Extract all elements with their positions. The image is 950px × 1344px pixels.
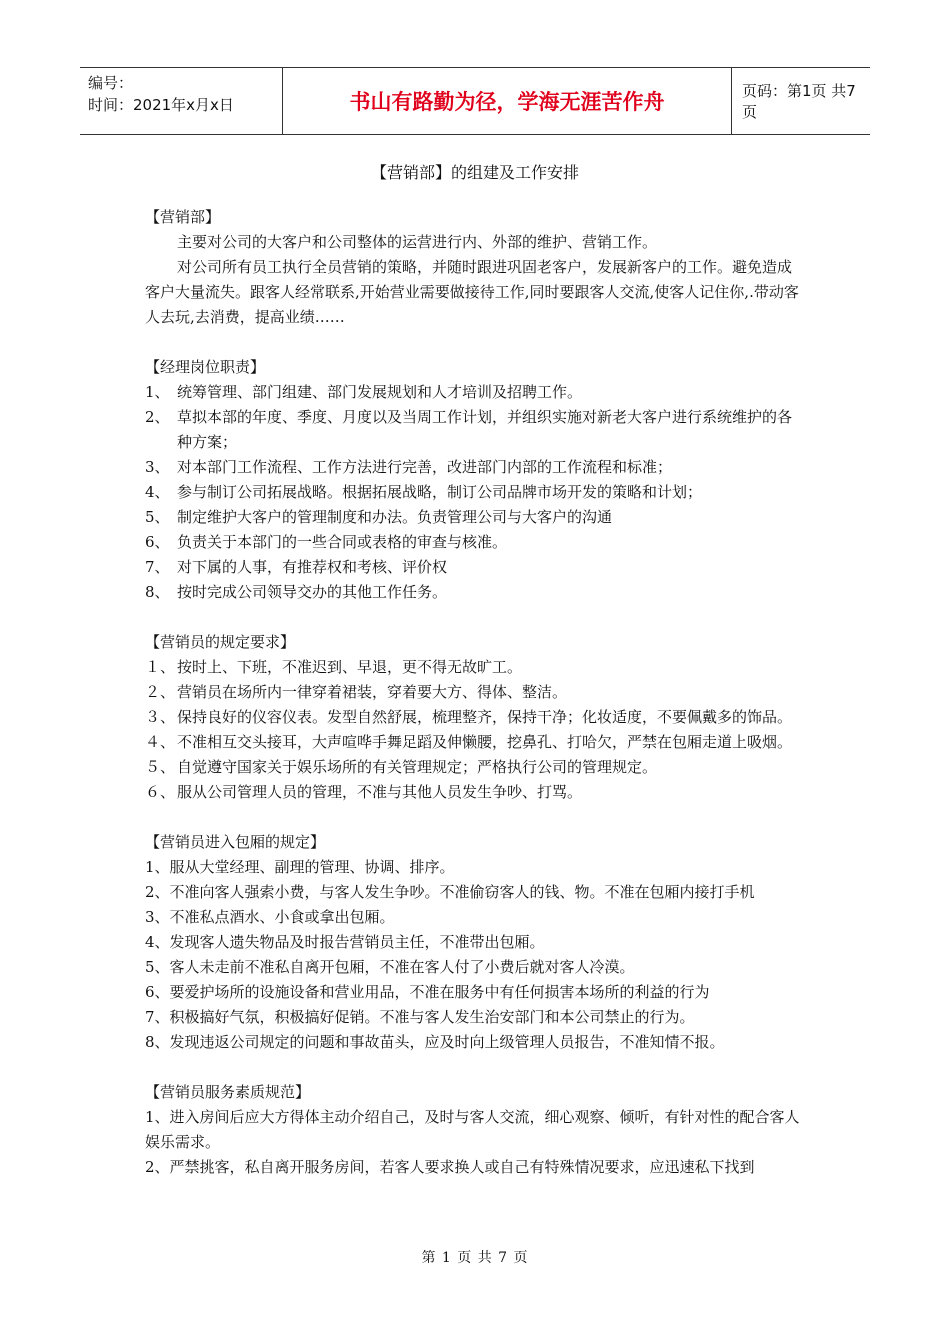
list-item: 6、要爱护场所的设施设备和营业用品，不准在服务中有任何损害本场所的利益的行为: [145, 983, 710, 1001]
list-item: [145, 530, 805, 555]
item-number: ６、: [145, 783, 176, 801]
list-item: [145, 580, 805, 605]
list-item: [145, 680, 805, 705]
item-number: ５、: [145, 758, 176, 776]
item-text: 对本部门工作流程、工作方法进行完善，改进部门内部的工作流程和标准；: [177, 458, 673, 476]
header-motto: 书山有路勤为径，学海无涯苦作舟: [282, 68, 732, 134]
item-text: 按时完成公司领导交办的其他工作任务。: [177, 583, 448, 601]
list-item: [145, 480, 805, 505]
section-manager: [145, 355, 805, 605]
item-number: 8、: [145, 583, 170, 601]
time-label: 时间：2021年x月x日: [88, 96, 234, 114]
item-text: 制定维护大客户的管理制度和办法。负责管理公司与大客户的沟通: [177, 508, 613, 526]
item-text: 统筹管理、部门组建、部门发展规划和人才培训及招聘工作。: [177, 383, 583, 401]
item-number: １、: [145, 658, 176, 676]
item-number: 2、: [145, 408, 170, 426]
paragraph: 对公司所有员工执行全员营销的策略，并随时跟进巩固老客户，发展新客户的工作。避免造成客户大量流失。跟客人经常联系,开始营业需要做接待工作,同时要跟客人交流,使客人记住你,.带动客人去玩,去消费，提高业绩……: [145, 258, 799, 326]
item-text: 不准相互交头接耳，大声喧哗手舞足蹈及伸懒腰，挖鼻孔、打哈欠，严禁在包厢走道上吸烟。: [177, 733, 793, 751]
item-text: 营销员在场所内一律穿着裙装，穿着要大方、得体、整洁。: [177, 683, 568, 701]
item-text: 负责关于本部门的一些合同或表格的审查与核准。: [177, 533, 508, 551]
item-number: 4、: [145, 483, 170, 501]
list-item: 3、不准私点酒水、小食或拿出包厢。: [145, 908, 395, 926]
item-number: 1、: [145, 383, 170, 401]
item-text: 草拟本部的年度、季度、月度以及当周工作计划，并组织实施对新老大客户进行系统维护的各种方案；: [177, 408, 793, 451]
item-text: 参与制订公司拓展战略。根据拓展战略，制订公司品牌市场开发的策略和计划；: [177, 483, 703, 501]
section-heading: 【营销部】: [145, 208, 221, 226]
list-item: [145, 705, 805, 730]
list-item: [145, 380, 805, 405]
list-item: [145, 455, 805, 480]
item-text: 保持良好的仪容仪表。发型自然舒展，梳理整齐，保持干净；化妆适度，不要佩戴多的饰品。: [177, 708, 793, 726]
section-service: [145, 1080, 805, 1180]
item-number: 6、: [145, 533, 170, 551]
document-title: 【营销部】的组建及工作安排: [370, 163, 579, 182]
list-item: [145, 405, 805, 455]
section-rules: [145, 630, 805, 805]
list-item: 2、不准向客人强索小费，与客人发生争吵。不准偷窃客人的钱、物。不准在包厢内接打手机: [145, 883, 755, 901]
list-item: [145, 655, 805, 680]
item-number: ２、: [145, 683, 176, 701]
section-room: [145, 830, 805, 1055]
item-text: 按时上、下班，不准迟到、早退，更不得无故旷工。: [177, 658, 523, 676]
number-label: 编号：: [88, 74, 134, 92]
list-item: [145, 505, 805, 530]
item-text: 自觉遵守国家关于娱乐场所的有关管理规定；严格执行公司的管理规定。: [177, 758, 658, 776]
section-dept: [145, 205, 805, 330]
page-footer: 第 1 页 共 7 页: [421, 1250, 529, 1266]
item-number: 7、: [145, 558, 170, 576]
list-item: 1、服从大堂经理、副理的管理、协调、排序。: [145, 858, 455, 876]
section-heading: 【经理岗位职责】: [145, 358, 266, 376]
header-meta: [80, 68, 282, 134]
page-header: [80, 67, 870, 135]
header-page-label: 页码：第1页 共7页: [742, 82, 856, 121]
paragraph: 主要对公司的大客户和公司整体的运营进行内、外部的维护、营销工作。: [177, 233, 658, 251]
item-number: ４、: [145, 733, 176, 751]
list-item: 1、进入房间后应大方得体主动介绍自己，及时与客人交流，细心观察、倾听，有针对性的配合客人娱乐需求。: [145, 1108, 800, 1151]
item-text: 对下属的人事，有推荐权和考核、评价权: [177, 558, 448, 576]
section-heading: 【营销员的规定要求】: [145, 633, 296, 651]
item-number: 5、: [145, 508, 170, 526]
list-item: 8、发现违返公司规定的问题和事故苗头，应及时向上级管理人员报告，不准知情不报。: [145, 1033, 725, 1051]
list-item: [145, 555, 805, 580]
item-text: 服从公司管理人员的管理，不准与其他人员发生争吵、打骂。: [177, 783, 583, 801]
list-item: [145, 730, 805, 755]
list-item: [145, 780, 805, 805]
item-number: ３、: [145, 708, 176, 726]
list-item: 4、发现客人遗失物品及时报告营销员主任，不准带出包厢。: [145, 933, 545, 951]
list-item: [145, 755, 805, 780]
list-item: 5、客人未走前不准私自离开包厢，不准在客人付了小费后就对客人冷漠。: [145, 958, 635, 976]
list-item: 2、严禁挑客，私自离开服务房间，若客人要求换人或自己有特殊情况要求，应迅速私下找到: [145, 1158, 755, 1176]
document-body: [145, 205, 805, 1180]
section-heading: 【营销员进入包厢的规定】: [145, 833, 326, 851]
item-number: 3、: [145, 458, 170, 476]
section-heading: 【营销员服务素质规范】: [145, 1083, 311, 1101]
list-item: 7、积极搞好气氛，积极搞好促销。不准与客人发生治安部门和本公司禁止的行为。: [145, 1008, 695, 1026]
